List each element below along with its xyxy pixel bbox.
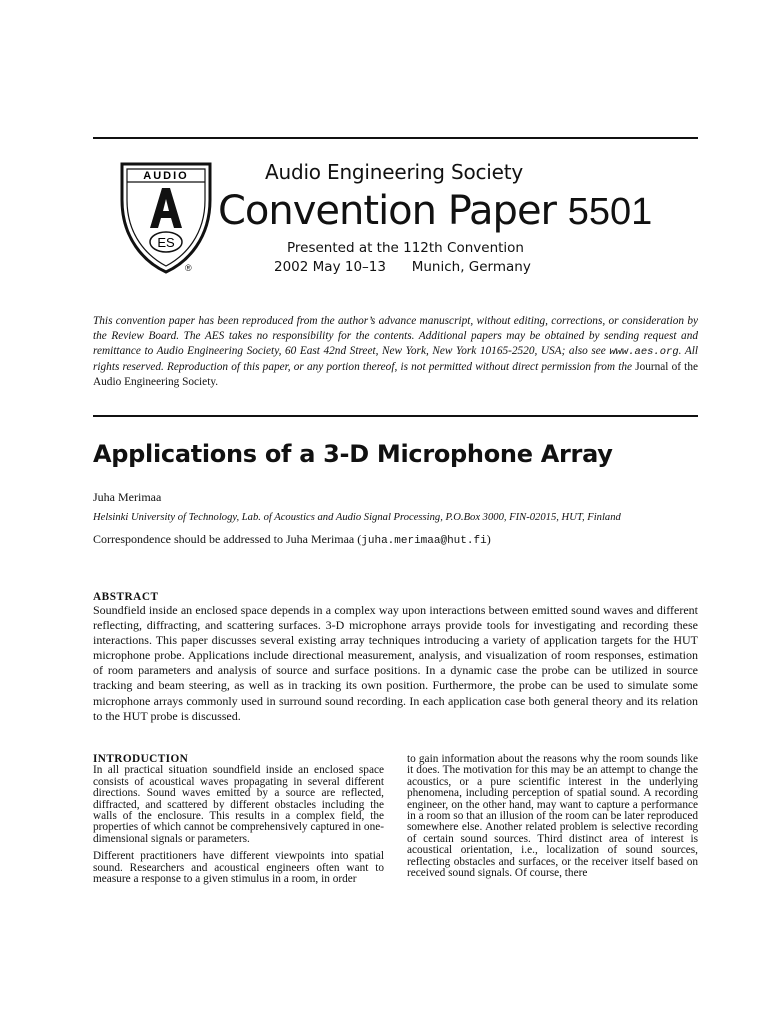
abstract-heading: ABSTRACT — [93, 591, 159, 603]
date-location-line — [274, 259, 531, 275]
author-name: Juha Merimaa — [93, 490, 162, 504]
top-rule — [93, 137, 698, 139]
correspondence — [93, 532, 491, 547]
intro-paragraph-continued: to gain information about the reasons why the room sounds like it does. The motivation for this may be an attempt to change the acoustics, or a pure scientific interest in the underlying phenomena, including perception of spatial sound. A recording engineer, on the other hand, may want to capture a performance in a room so that an illusion of the room can be later reproduced somewhere else. Another related problem is selective recording of certain sound sources. Third distinct area of interest is acoustical orientation, i.e., localization of sound sources, reflecting obstacles and surfaces, or the receiver itself based on received sound signals. Of course, there — [407, 753, 698, 880]
introduction-heading: INTRODUCTION — [93, 753, 189, 765]
convention-label: Convention Paper — [218, 188, 557, 234]
convention-date: 2002 May 10–13 — [274, 259, 386, 275]
body-column-left — [93, 754, 384, 885]
intro-paragraph-1: In all practical situation soundfield inside an enclosed space consists of acoustical waves propagating in several different directions. Sound waves emitted by a source are reflected, diffracted, and scattered by different obstacles including the walls of the enclosure. This results in a complex field, the properties of which cannot be comprehensively captured in one-dimensional signals or parameters. — [93, 764, 384, 845]
paper-number: 5501 — [567, 191, 653, 233]
correspondence-prefix: Correspondence should be addressed to Juha Merimaa ( — [93, 532, 362, 546]
journal-name: Journal of the Audio Engineering Society. — [93, 361, 698, 389]
body-column-right — [407, 754, 698, 879]
logo-text-top: AUDIO — [143, 170, 189, 182]
disclaimer-text-2: . All rights reserved. Reproduction of this paper, or any portion thereof, is not permitted without direct permission from the — [93, 345, 699, 374]
aes-url[interactable]: www.aes.org — [609, 346, 679, 359]
registered-mark: ® — [185, 263, 192, 273]
logo-text-bottom: ES — [157, 235, 175, 250]
convention-heading — [218, 188, 652, 235]
author-email[interactable]: juha.merimaa@hut.fi — [361, 535, 487, 547]
title-rule — [93, 415, 698, 417]
convention-location: Munich, Germany — [411, 259, 531, 275]
society-name: Audio Engineering Society — [265, 160, 524, 184]
paper-title: Applications of a 3-D Microphone Array — [93, 440, 613, 468]
presented-line: Presented at the 112th Convention — [287, 240, 524, 256]
aes-logo-icon — [118, 160, 214, 276]
correspondence-suffix: ) — [486, 532, 491, 546]
intro-paragraph-2: Different practitioners have different viewpoints into spatial sound. Researchers and acoustical engineers often want to measure a response to a given stimulus in a room, in order — [93, 850, 384, 886]
disclaimer — [93, 314, 698, 390]
abstract-text: Soundfield inside an enclosed space depends in a complex way upon interactions between emitted sound waves and different reflecting, diffracting, and scattering surfaces. 3-D microphone arrays provide tools for investigating and recording these interactions. This paper discusses several existing array techniques introducing a variety of application targets for the HUT microphone probe. Applications include directional measurement, analysis, and visualization of room responses, estimation of room parameters and analysis of source and surface positions. In a dynamic case the probe can be utilized in source tracking and beam steering, as well as in tracking its own position. Furthermore, the probe can be used to simulate some microphone arrays commonly used in surround sound recording. In each application case both general theory and its relation to the HUT probe is discussed. — [93, 603, 698, 723]
affiliation: Helsinki University of Technology, Lab. of Acoustics and Audio Signal Processing, P.O.Box 3000, FIN-02015, HUT, Finland — [93, 512, 621, 523]
disclaimer-text: This convention paper has been reproduced from the author’s advance manuscript, without editing, corrections, or consideration by the Review Board. The AES takes no responsibility for the contents. Additional papers may be obtained by sending request and remittance to Audio Engineering Society, 60 East 42nd Street, New York, New York 10165-2520, USA; also see — [93, 315, 698, 358]
